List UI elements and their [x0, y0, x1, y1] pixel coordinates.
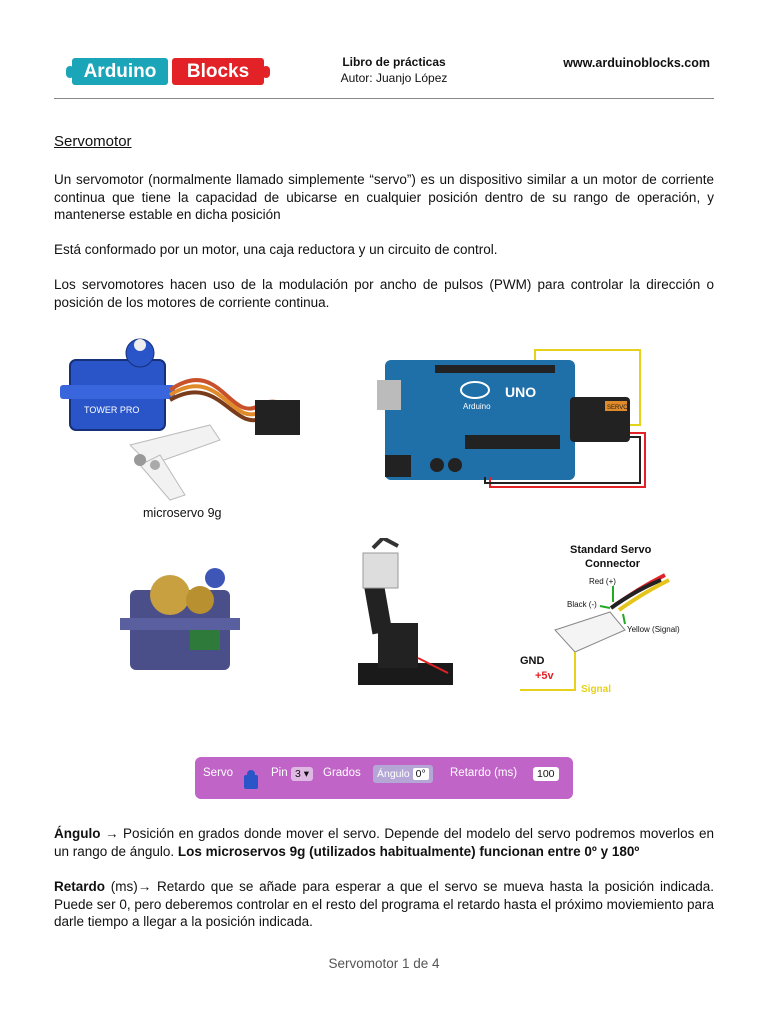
- intro-paragraph: Un servomotor (normalmente llamado simplemente “servo”) es un dispositivo similar a un motor de corriente continua que tiene la capacidad de ubicarse en cualquier posición dentro de su rango de operación, y mantenerse estable en dicha posición: [54, 172, 714, 222]
- robot-arm-image: [318, 538, 493, 703]
- arrow-icon: →: [105, 826, 119, 841]
- tower-pro-label: TOWER PRO: [84, 405, 140, 415]
- page-footer: Servomotor 1 de 4: [328, 956, 440, 971]
- website-link[interactable]: www.arduinoblocks.com: [563, 56, 710, 70]
- pwm-paragraph: Los servomotores hacen uso de la modulación por ancho de pulsos (PWM) para controlar la dirección o posición de los motores de corriente continua.: [54, 277, 714, 310]
- book-title: Libro de prácticas: [342, 55, 446, 69]
- connector-title-2: Connector: [585, 558, 640, 570]
- plus5v-label: +5v: [535, 670, 554, 682]
- angulo-text: Posición en grados donde mover el servo. Depende del modelo del servo podremos moverlos en un rango de ángulo.: [54, 826, 714, 859]
- angulo-bold-text: Los microservos 9g (utilizados habitualmente) funcionan entre 0º y 180º: [177, 843, 640, 859]
- servo-icon: [241, 769, 261, 793]
- retardo-term: Retardo: [54, 879, 106, 894]
- angulo-paragraph: [54, 825, 714, 860]
- wire-yellow-label: Yellow (Signal): [627, 625, 680, 634]
- block-retardo-label: Retardo (ms): [450, 767, 518, 779]
- wire-black-label: Black (-): [567, 600, 597, 609]
- microservo-image: [60, 335, 310, 505]
- retardo-paragraph: [54, 878, 714, 931]
- arduino-servo-wiring-image: [375, 345, 655, 495]
- pin-value: 3: [295, 768, 301, 780]
- wire-red-label: Red (+): [589, 577, 616, 586]
- logo-blocks-text: Blocks: [172, 58, 264, 85]
- geared-servo-image: [120, 560, 255, 680]
- page-title: Servomotor: [54, 133, 132, 150]
- logo-arduino-text: Arduino: [72, 58, 168, 85]
- arduinoblocks-logo: [64, 54, 264, 88]
- header-book-info: [324, 54, 464, 86]
- servo-label: SERVO: [607, 405, 628, 411]
- retardo-unit: (ms): [105, 879, 138, 894]
- arduino-brand-label: Arduino: [463, 402, 491, 411]
- angulo-block[interactable]: [373, 765, 433, 783]
- angulo-term: Ángulo: [54, 826, 101, 841]
- connector-title-1: Standard Servo: [570, 544, 652, 556]
- page-header: [54, 52, 714, 99]
- book-author: Autor: Juanjo López: [340, 71, 448, 85]
- retardo-text: Retardo que se añade para esperar a que el servo se mueva hasta la posición indicada. Puede ser 0, pero deberemos controlar en el resto del programa el retardo hasta el próximo moviemiento para darle tiempo a llegar a la posición indicada.: [54, 879, 714, 929]
- puzzle-nub-icon: [262, 66, 270, 78]
- retardo-value-field[interactable]: 100: [533, 767, 559, 781]
- gnd-label: GND: [520, 655, 545, 667]
- uno-label: UNO: [505, 384, 537, 400]
- microservo-caption: microservo 9g: [143, 506, 222, 520]
- arrow-icon: →: [137, 879, 152, 894]
- components-paragraph: Está conformado por un motor, una caja reductora y un circuito de control.: [54, 242, 498, 257]
- block-pin-label: Pin: [271, 767, 288, 779]
- signal-label: Signal: [581, 684, 612, 695]
- angulo-value-field[interactable]: 0°: [413, 768, 429, 780]
- servo-connector-image: [515, 540, 715, 700]
- servo-block[interactable]: [195, 757, 573, 799]
- block-servo-label: Servo: [203, 767, 234, 779]
- angulo-label: Ángulo: [377, 768, 410, 780]
- block-grados-label: Grados: [323, 767, 361, 779]
- pin-dropdown[interactable]: 3 ▾: [291, 767, 313, 781]
